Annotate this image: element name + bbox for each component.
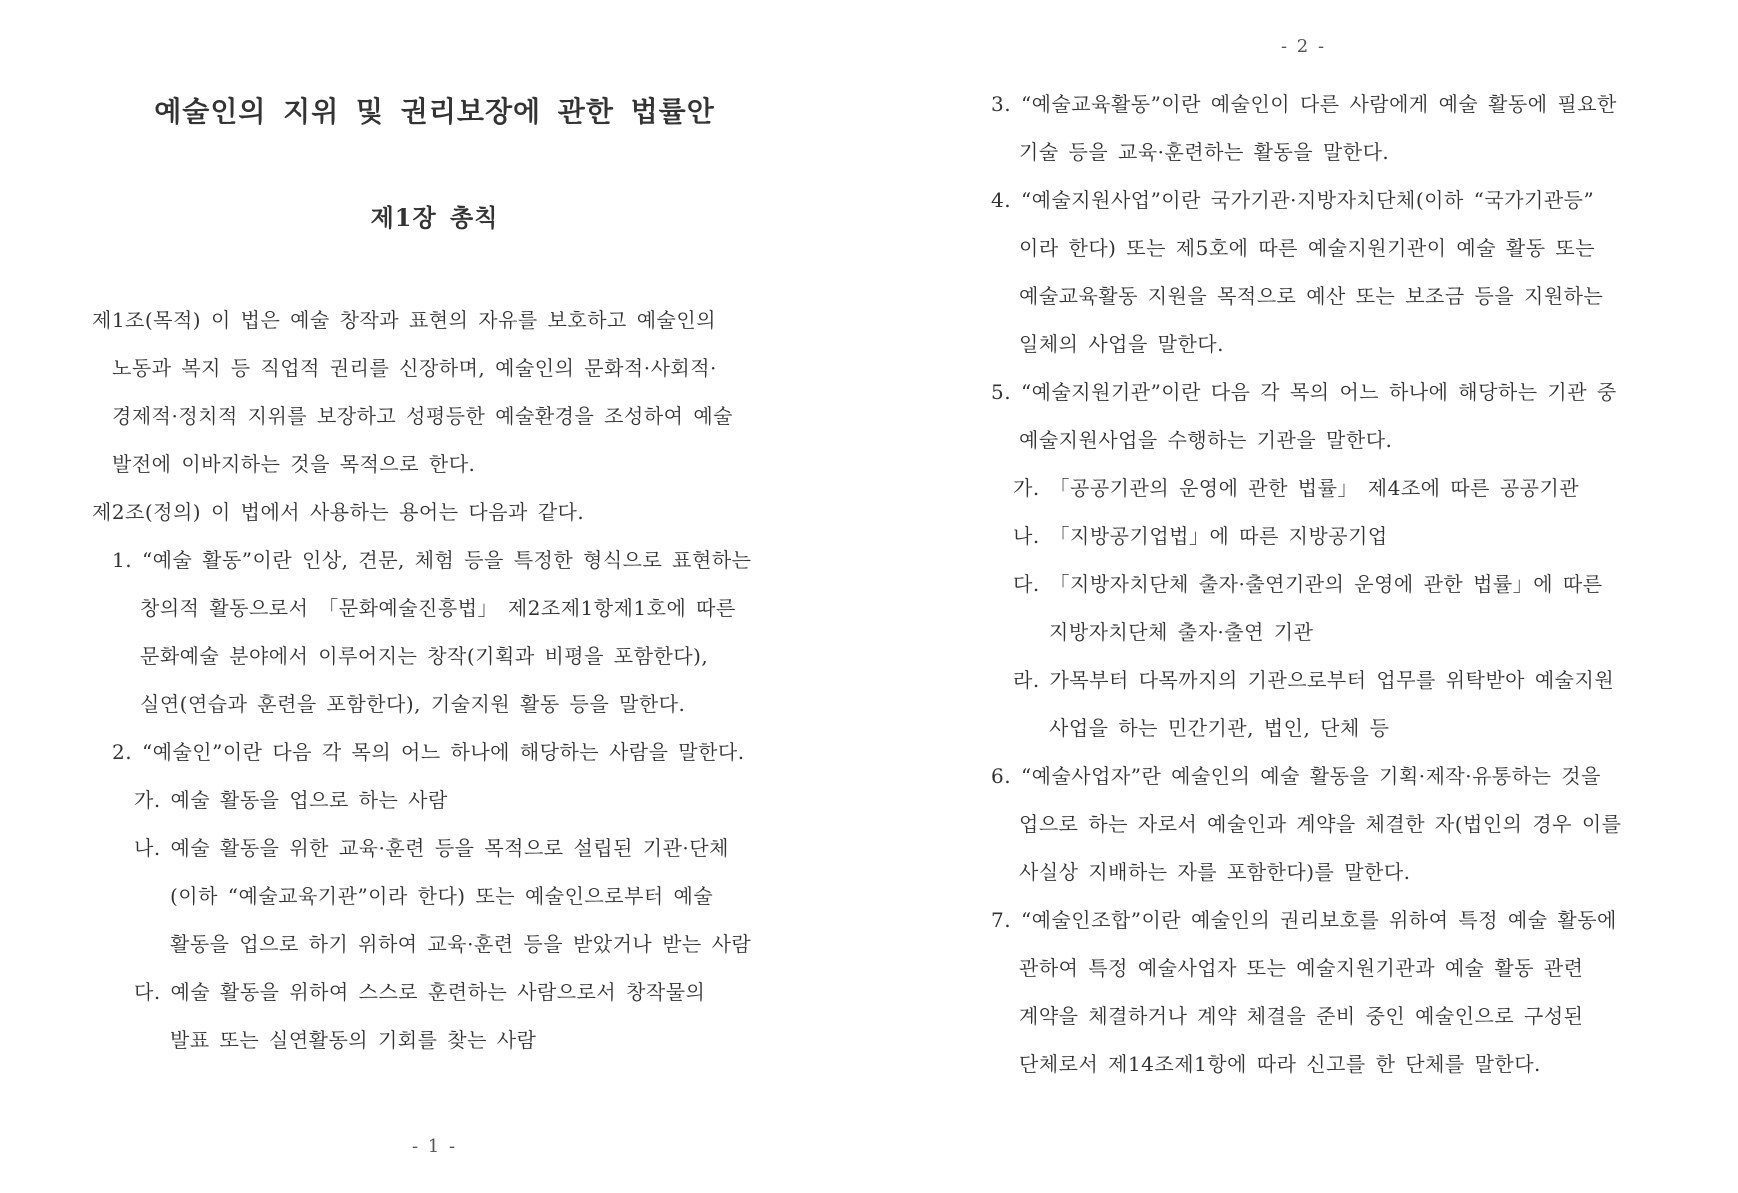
sub-item-da-line: 다. 「지방자치단체 출자·출연기관의 운영에 관한 법률」에 따른 xyxy=(1013,572,1603,596)
sub-item-ra-line: 라. 가목부터 다목까지의 기관으로부터 업무를 위탁받아 예술지원 xyxy=(1013,668,1615,692)
sub-item-na-line: 활동을 업으로 하기 위하여 교육·훈련 등을 받았거나 받는 사람 xyxy=(170,932,752,956)
chapter-heading: 제1장 총칙 xyxy=(370,203,499,232)
sub-item-na-line: 나. 「지방공기업법」에 따른 지방공기업 xyxy=(1013,524,1388,548)
definition-item-4-line: 4. “예술지원사업”이란 국가기관·지방자치단체(이하 “국가기관등” xyxy=(991,188,1595,212)
definition-item-2-line: 2. “예술인”이란 다음 각 목의 어느 하나에 해당하는 사람을 말한다. xyxy=(112,740,745,764)
article-1-line: 노동과 복지 등 직업적 권리를 신장하며, 예술인의 문화적·사회적· xyxy=(112,356,717,380)
definition-item-6-line: 업으로 하는 자로서 예술인과 계약을 체결한 자(법인의 경우 이를 xyxy=(1019,812,1622,836)
article-1-line: 발전에 이바지하는 것을 목적으로 한다. xyxy=(112,452,476,476)
page-number: - 1 - xyxy=(411,1136,458,1157)
definition-item-1-line: 실연(연습과 훈련을 포함한다), 기술지원 활동 등을 말한다. xyxy=(140,692,686,716)
sub-item-da-line: 다. 예술 활동을 위하여 스스로 훈련하는 사람으로서 창작물의 xyxy=(134,980,706,1004)
sub-item-na-line: 나. 예술 활동을 위한 교육·훈련 등을 목적으로 설립된 기관·단체 xyxy=(134,836,729,860)
definition-item-6-line: 6. “예술사업자”란 예술인의 예술 활동을 기획·제작·유통하는 것을 xyxy=(991,764,1601,788)
definition-item-4-line: 이라 한다) 또는 제5호에 따른 예술지원기관이 예술 활동 또는 xyxy=(1019,236,1596,260)
definition-item-1-line: 문화예술 분야에서 이루어지는 창작(기획과 비평을 포함한다), xyxy=(140,644,709,668)
definition-item-3-line: 기술 등을 교육·훈련하는 활동을 말한다. xyxy=(1019,140,1390,164)
page-2 xyxy=(869,0,1738,1193)
article-2-heading-line: 제2조(정의) 이 법에서 사용하는 용어는 다음과 같다. xyxy=(92,500,585,524)
definition-item-7-line: 7. “예술인조합”이란 예술인의 권리보호를 위하여 특정 예술 활동에 xyxy=(991,908,1617,932)
definition-item-7-line: 관하여 특정 예술사업자 또는 예술지원기관과 예술 활동 관련 xyxy=(1019,956,1584,980)
sub-item-na-line: (이하 “예술교육기관”이라 한다) 또는 예술인으로부터 예술 xyxy=(170,884,714,908)
definition-item-7-line: 단체로서 제14조제1항에 따라 신고를 한 단체를 말한다. xyxy=(1019,1052,1541,1076)
sub-item-da-line: 발표 또는 실연활동의 기회를 찾는 사람 xyxy=(170,1028,537,1052)
definition-item-4-line: 일체의 사업을 말한다. xyxy=(1019,332,1224,356)
definition-item-5-line: 예술지원사업을 수행하는 기관을 말한다. xyxy=(1019,428,1393,452)
sub-item-ga-line: 가. 「공공기관의 운영에 관한 법률」 제4조에 따른 공공기관 xyxy=(1013,476,1580,500)
definition-item-7-line: 계약을 체결하거나 계약 체결을 준비 중인 예술인으로 구성된 xyxy=(1019,1004,1584,1028)
definition-item-6-line: 사실상 지배하는 자를 포함한다)를 말한다. xyxy=(1019,860,1411,884)
sub-item-ra-line: 사업을 하는 민간기관, 법인, 단체 등 xyxy=(1049,716,1390,740)
definition-item-3-line: 3. “예술교육활동”이란 예술인이 다른 사람에게 예술 활동에 필요한 xyxy=(991,92,1617,116)
sub-item-da-line: 지방자치단체 출자·출연 기관 xyxy=(1049,620,1314,644)
sub-item-ga-line: 가. 예술 활동을 업으로 하는 사람 xyxy=(134,788,448,812)
bill-title: 예술인의 지위 및 권리보장에 관한 법률안 xyxy=(154,95,715,128)
definition-item-1-line: 1. “예술 활동”이란 인상, 견문, 체험 등을 특정한 형식으로 표현하는 xyxy=(112,548,752,572)
definition-item-5-line: 5. “예술지원기관”이란 다음 각 목의 어느 하나에 해당하는 기관 중 xyxy=(991,380,1617,404)
page-number: - 2 - xyxy=(1280,36,1327,57)
definition-item-1-line: 창의적 활동으로서 「문화예술진흥법」 제2조제1항제1호에 따른 xyxy=(140,596,736,620)
article-1-line: 경제적·정치적 지위를 보장하고 성평등한 예술환경을 조성하여 예술 xyxy=(112,404,733,428)
definition-item-4-line: 예술교육활동 지원을 목적으로 예산 또는 보조금 등을 지원하는 xyxy=(1019,284,1604,308)
article-1-heading-line: 제1조(목적) 이 법은 예술 창작과 표현의 자유를 보호하고 예술인의 xyxy=(92,308,717,332)
